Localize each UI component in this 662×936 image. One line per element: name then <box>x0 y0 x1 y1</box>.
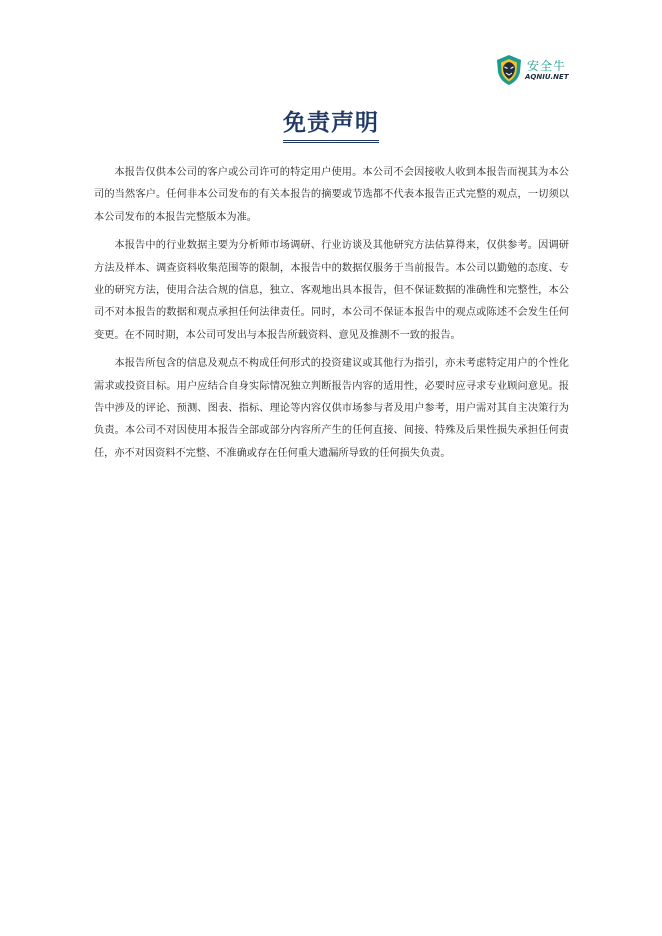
logo-name-cn: 安全牛 <box>527 59 567 73</box>
page-title: 免责声明 <box>283 108 379 143</box>
title-container <box>0 108 662 143</box>
disclaimer-body <box>94 162 569 471</box>
paragraph-3: 本报告所包含的信息及观点不构成任何形式的投资建议或其他行为指引，亦未考虑特定用户的个性化需求或投资目标。用户应结合自身实际情况独立判断报告内容的适用性，必要时应寻求专业顾问意见。报告中涉及的评论、预测、图表、指标、理论等内容仅供市场参与者及用户参考，用户需对其自主决策行为负责。本公司不对因使用本报告全部或部分内容所产生的任何直接、间接、特殊及后果性损失承担任何责任，亦不对因资料不完整、不准确或存在任何重大遗漏所导致的任何损失负责。 <box>94 358 569 459</box>
logo-name-en: AQNIU.NET <box>525 73 569 81</box>
company-logo <box>496 54 576 88</box>
paragraph-2: 本报告中的行业数据主要为分析师市场调研、行业访谈及其他研究方法估算得来，仅供参考。因调研方法及样本、调查资料收集范围等的限制，本报告中的数据仅服务于当前报告。本公司以勤勉的态度、专业的研究方法，使用合法合规的信息，独立、客观地出具本报告，但不保证数据的准确性和完整性，本公司不对本报告的数据和观点承担任何法律责任。同时，本公司不保证本报告中的观点或陈述不会发生任何变更。在不同时期，本公司可发出与本报告所载资料、意见及推测不一致的报告。 <box>94 240 569 341</box>
shield-icon <box>496 54 522 86</box>
paragraph-1: 本报告仅供本公司的客户或公司许可的特定用户使用。本公司不会因接收人收到本报告而视其为本公司的当然客户。任何非本公司发布的有关本报告的摘要或节选都不代表本报告正式完整的观点，一切须以本公司发布的本报告完整版本为准。 <box>94 167 569 223</box>
